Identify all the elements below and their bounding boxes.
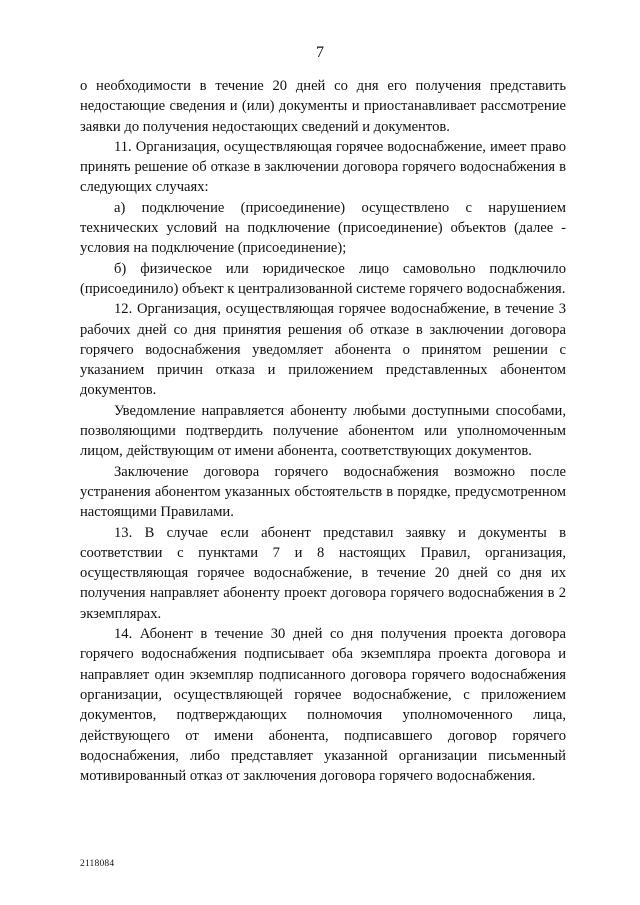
paragraph-13: 13. В случае если абонент представил заявку и документы в соответствии с пунктами 7 и 8 настоящих Правил, организация, осуществляющая горячее водоснабжение, в течение 20 дней со дня их получения направляет абоненту проект договора горячего водоснабжения в 2 экземплярах. bbox=[80, 524, 566, 622]
paragraph-11a: а) подключение (присоединение) осуществлено с нарушением технических условий на подключение (присоединение) объектов (далее - условия на подключение (присоединение); bbox=[80, 199, 566, 257]
page-number: 7 bbox=[316, 44, 324, 61]
paragraph-continuation: о необходимости в течение 20 дней со дня его получения представить недостающие сведения и (или) документы и приостанавливает рассмотрение заявки до получения недостающих сведений и документов. bbox=[80, 78, 566, 135]
paragraph-12-conclusion: Заключение договора горячего водоснабжения возможно после устранения абонентом указанных обстоятельств в порядке, предусмотренном настоящими Правилами. bbox=[80, 463, 566, 521]
paragraph-12-notification: Уведомление направляется абоненту любыми доступными способами, позволяющими подтвердить получение абонентом или уполномоченным лицом, действующим от имени абонента, соответствующих документов. bbox=[80, 402, 566, 460]
paragraph-11b: б) физическое или юридическое лицо самовольно подключило (присоединило) объект к централизованной системе горячего водоснабжения. bbox=[80, 260, 566, 297]
document-body bbox=[80, 76, 566, 786]
paragraph-12: 12. Организация, осуществляющая горячее водоснабжение, в течение 3 рабочих дней со дня принятия решения об отказе в заключении договора горячего водоснабжения уведомляет абонента о принятом решении с указанием причин отказа и приложением представленных абонентом документов. bbox=[80, 301, 566, 399]
paragraph-11: 11. Организация, осуществляющая горячее водоснабжение, имеет право принять решение об отказе в заключении договора горячего водоснабжения в следующих случаях: bbox=[80, 138, 566, 196]
document-code: 2118084 bbox=[80, 859, 115, 869]
paragraph-14: 14. Абонент в течение 30 дней со дня получения проекта договора горячего водоснабжения подписывает оба экземпляра проекта договора и направляет один экземпляр подписанного договора горячего водоснабжения организации, осуществляющей горячее водоснабжение, с приложением документов, подтверждающих полномочия уполномоченного лица, действующего от имени абонента, подписавшего договор горячего водоснабжения, либо представляет указанной организации письменный мотивированный отказ от заключения договора горячего водоснабжения. bbox=[80, 626, 566, 785]
